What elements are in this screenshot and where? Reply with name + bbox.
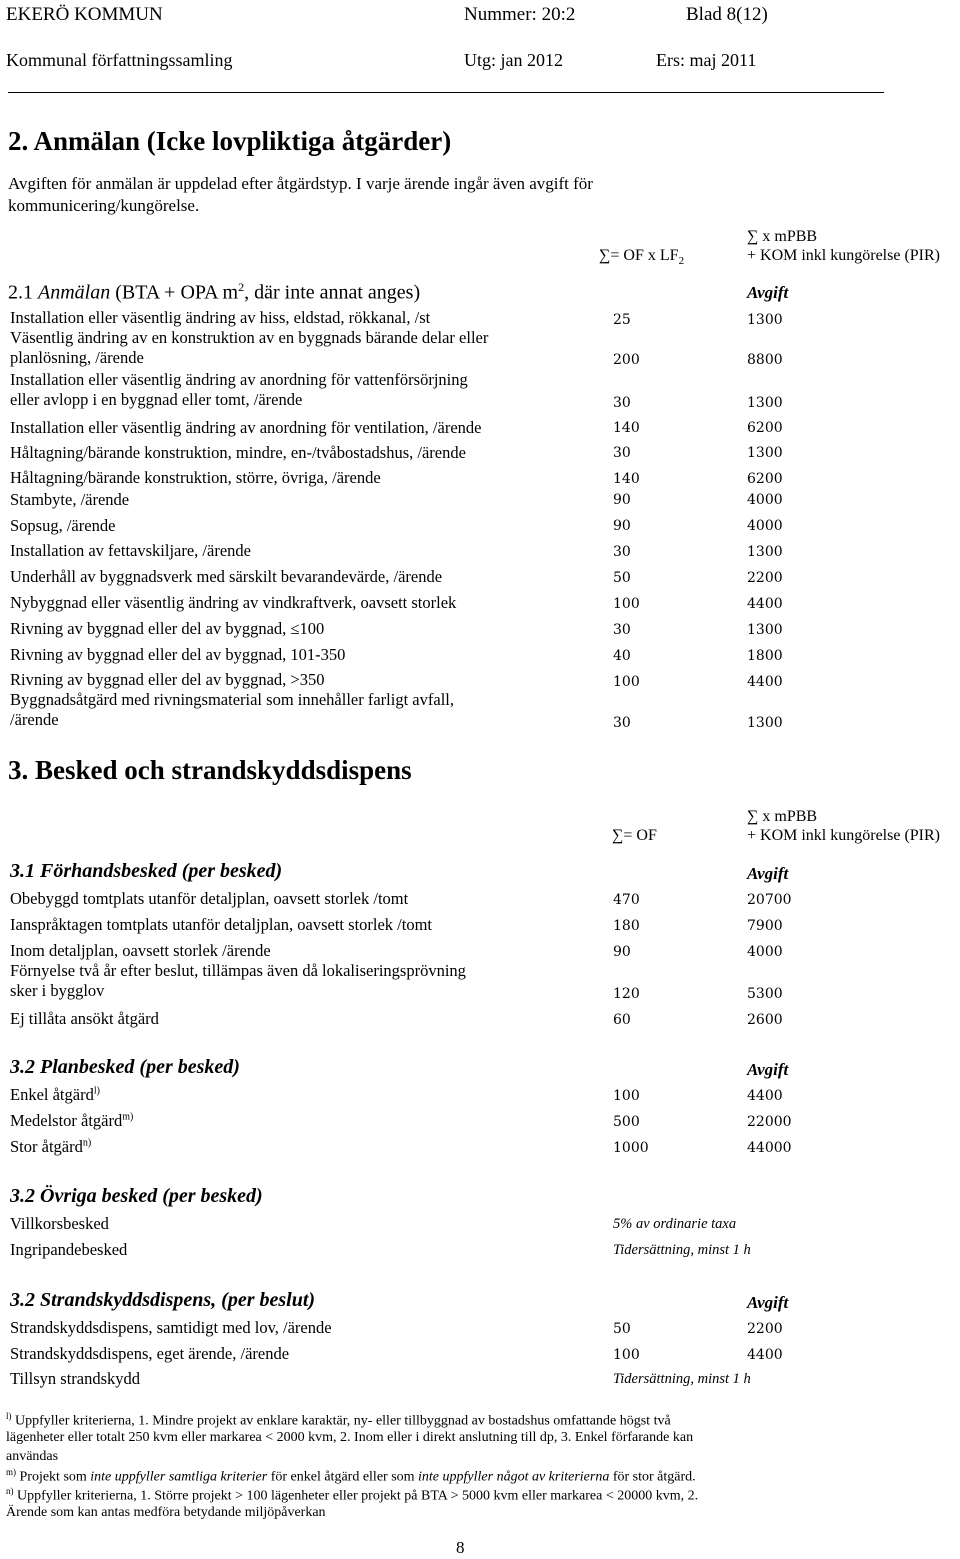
- fee-factor-value: 90: [613, 492, 631, 508]
- fee-label: Avgift: [747, 864, 789, 883]
- column-header-b-line2: + KOM inkl kungörelse (PIR): [747, 827, 941, 844]
- fee-factor-value: 90: [613, 518, 631, 534]
- fee-factor-value: 30: [613, 544, 631, 560]
- fee-amount-value: 1300: [747, 544, 783, 560]
- fee-factor-value: 60: [613, 1012, 631, 1028]
- row-label: Ej tillåta ansökt åtgärd: [10, 1009, 159, 1028]
- section-3-title: 3. Besked och strandskyddsdispens: [8, 755, 412, 785]
- fee-note: Tidersättning, minst 1 h: [613, 1371, 751, 1387]
- section-2-intro-line1: Avgiften för anmälan är uppdelad efter åtgärdstyp. I varje ärende ingår även avgift för: [8, 174, 593, 193]
- fee-amount-value: 1300: [747, 395, 783, 411]
- fee-factor-value: 50: [613, 1321, 631, 1337]
- fee-amount-value: 8800: [747, 352, 783, 368]
- footnote-l-line1: $^{l)}$ Uppfyller kriterierna, 1. Mindre projekt av enklare karaktär, ny- eller tillbyggnad av bostadshus omfattande högst två: [6, 1411, 671, 1429]
- row-label: Obebyggd tomtplats utanför detaljplan, oavsett storlek /tomt: [10, 889, 409, 908]
- fee-factor-value: 140: [613, 471, 640, 487]
- row-label-continued: eller avlopp i en byggnad eller tomt, /ärende: [10, 390, 303, 409]
- row-label-continued: planlösning, /ärende: [10, 348, 144, 367]
- row-label: Strandskyddsdispens, eget ärende, /ärende: [10, 1344, 290, 1363]
- fee-amount-value: 7900: [747, 918, 783, 934]
- subsection-3-2-strandskydd-title: 3.2 Strandskyddsdispens, (per beslut): [10, 1289, 316, 1311]
- fee-amount-value: 6200: [747, 420, 783, 436]
- row-label: Strandskyddsdispens, samtidigt med lov, /ärende: [10, 1318, 332, 1337]
- row-label: Ianspråktagen tomtplats utanför detaljplan, oavsett storlek /tomt: [10, 915, 433, 934]
- fee-factor-value: 40: [613, 648, 631, 664]
- row-label: Tillsyn strandskydd: [10, 1369, 141, 1388]
- fee-amount-value: 4400: [747, 1088, 783, 1104]
- row-label: Installation eller väsentlig ändring av anordning för vattenförsörjning: [10, 370, 468, 389]
- fee-amount-value: 4400: [747, 1347, 783, 1363]
- header-number: Nummer: 20:2: [464, 4, 576, 25]
- row-label: Nybyggnad eller väsentlig ändring av vindkraftverk, oavsett storlek: [10, 593, 457, 612]
- fee-factor-value: 30: [613, 715, 631, 731]
- footnote-n-line1: $^{n)}$ Uppfyller kriterierna, 1. Större projekt > 100 lägenheter eller projekt på BTA > 5000 kvm eller markarea < 20000 kvm, 2.: [6, 1486, 699, 1504]
- section-2-title: 2. Anmälan (Icke lovpliktiga åtgärder): [8, 126, 452, 156]
- row-label: Ingripandebesked: [10, 1240, 128, 1259]
- fee-factor-value: 180: [613, 918, 640, 934]
- header-divider: [8, 92, 884, 93]
- fee-amount-value: 2600: [747, 1012, 783, 1028]
- footnote-n-line2: Ärende som kan antas medföra betydande miljöpåverkan: [6, 1505, 326, 1520]
- fee-amount-value: 1300: [747, 622, 783, 638]
- subsection-3-1-title: 3.1 Förhandsbesked (per besked): [10, 860, 283, 882]
- footnote-l-line2: lägenheter eller totalt 250 kvm eller markarea < 2000 kvm, 2. Inom eller i direkt anslutning till dp, 3. Enkel förfarande kan: [6, 1430, 694, 1445]
- column-header-a: ∑= OF: [612, 827, 657, 844]
- fee-amount-value: 44000: [747, 1140, 792, 1156]
- header-org: EKERÖ KOMMUN: [6, 4, 163, 25]
- row-label: Inom detaljplan, oavsett storlek /ärende: [10, 941, 271, 960]
- fee-amount-value: 1300: [747, 445, 783, 461]
- row-label: Medelstor åtgärd$^{m)}$: [10, 1111, 134, 1130]
- row-label: Enkel åtgärd$^{l)}$: [10, 1085, 100, 1104]
- fee-label: Avgift: [747, 1293, 789, 1312]
- row-label-continued: /ärende: [10, 710, 59, 729]
- row-label: Sopsug, /ärende: [10, 516, 116, 535]
- row-label: Rivning av byggnad eller del av byggnad, >350: [10, 670, 325, 689]
- fee-factor-value: 140: [613, 420, 640, 436]
- column-header-a: ∑= OF x $LF_2$: [599, 247, 685, 268]
- header-issued: Utg: jan 2012: [464, 50, 563, 70]
- fee-amount-value: 5300: [747, 986, 783, 1002]
- row-label: Håltagning/bärande konstruktion, större, övriga, /ärende: [10, 468, 381, 487]
- header-collection: Kommunal författningssamling: [6, 50, 233, 70]
- fee-amount-value: 1300: [747, 715, 783, 731]
- fee-factor-value: 30: [613, 622, 631, 638]
- column-header-b-line1: ∑ x mPBB: [747, 228, 818, 245]
- row-label: Stambyte, /ärende: [10, 490, 130, 509]
- row-label: Installation eller väsentlig ändring av hiss, eldstad, rökkanal, /st: [10, 308, 431, 327]
- header-page: Blad 8(12): [686, 4, 768, 25]
- footnote-m: $^{m)}$ Projekt som inte uppfyller samtliga kriterier för enkel åtgärd eller som inte uppfyller något av kriterierna för stor åtgärd.: [6, 1467, 696, 1485]
- subsection-3-2-title: 3.2 Planbesked (per besked): [10, 1056, 240, 1078]
- fee-factor-value: 100: [613, 1088, 640, 1104]
- subsection-2-1-title: 2.1 Anmälan (BTA + OPA $m^2$, där inte annat anges): [8, 280, 421, 304]
- column-header-b-line2: + KOM inkl kungörelse (PIR): [747, 247, 941, 264]
- fee-factor-value: 1000: [613, 1140, 649, 1156]
- section-2-intro-line2: kommunicering/kungörelse.: [8, 196, 200, 215]
- fee-amount-value: 22000: [747, 1114, 792, 1130]
- fee-amount-value: 1300: [747, 312, 783, 328]
- fee-amount-value: 4000: [747, 944, 783, 960]
- fee-factor-value: 120: [613, 986, 640, 1002]
- row-label: Villkorsbesked: [10, 1214, 109, 1233]
- row-label: Väsentlig ändring av en konstruktion av en byggnads bärande delar eller: [10, 328, 489, 347]
- fee-note: Tidersättning, minst 1 h: [613, 1242, 751, 1258]
- header-replaces: Ers: maj 2011: [656, 50, 757, 70]
- fee-factor-value: 30: [613, 395, 631, 411]
- fee-amount-value: 4000: [747, 492, 783, 508]
- fee-amount-value: 1800: [747, 648, 783, 664]
- fee-factor-value: 90: [613, 944, 631, 960]
- fee-factor-value: 100: [613, 674, 640, 690]
- fee-factor-value: 50: [613, 570, 631, 586]
- fee-factor-value: 500: [613, 1114, 640, 1130]
- fee-amount-value: 2200: [747, 1321, 783, 1337]
- fee-factor-value: 200: [613, 352, 640, 368]
- fee-amount-value: 4400: [747, 596, 783, 612]
- fee-label: Avgift: [747, 1060, 789, 1079]
- row-label: Installation eller väsentlig ändring av anordning för ventilation, /ärende: [10, 418, 482, 437]
- fee-amount-value: 20700: [747, 892, 792, 908]
- page-number: 8: [456, 1538, 465, 1557]
- fee-factor-value: 100: [613, 596, 640, 612]
- row-label: Underhåll av byggnadsverk med särskilt bevarandevärde, /ärende: [10, 567, 443, 586]
- footnote-l-line3: användas: [6, 1449, 59, 1464]
- row-label: Stor åtgärd$^{n)}$: [10, 1137, 92, 1156]
- fee-amount-value: 2200: [747, 570, 783, 586]
- row-label: Rivning av byggnad eller del av byggnad, ≤100: [10, 619, 325, 638]
- row-label-continued: sker i bygglov: [10, 981, 105, 1000]
- row-label: Håltagning/bärande konstruktion, mindre, en-/tvåbostadshus, /ärende: [10, 443, 466, 462]
- row-label: Förnyelse två år efter beslut, tillämpas även då lokaliseringsprövning: [10, 961, 466, 980]
- subsection-3-2-ovriga-title: 3.2 Övriga besked (per besked): [10, 1185, 263, 1207]
- fee-amount-value: 6200: [747, 471, 783, 487]
- fee-factor-value: 25: [613, 312, 631, 328]
- fee-factor-value: 100: [613, 1347, 640, 1363]
- fee-note: 5% av ordinarie taxa: [613, 1216, 737, 1232]
- column-header-b-line1: ∑ x mPBB: [747, 808, 818, 825]
- fee-amount-value: 4400: [747, 674, 783, 690]
- fee-amount-value: 4000: [747, 518, 783, 534]
- row-label: Rivning av byggnad eller del av byggnad, 101-350: [10, 645, 346, 664]
- fee-factor-value: 470: [613, 892, 640, 908]
- fee-label: Avgift: [747, 283, 789, 302]
- row-label: Byggnadsåtgärd med rivningsmaterial som innehåller farligt avfall,: [10, 690, 454, 709]
- row-label: Installation av fettavskiljare, /ärende: [10, 541, 251, 560]
- fee-factor-value: 30: [613, 445, 631, 461]
